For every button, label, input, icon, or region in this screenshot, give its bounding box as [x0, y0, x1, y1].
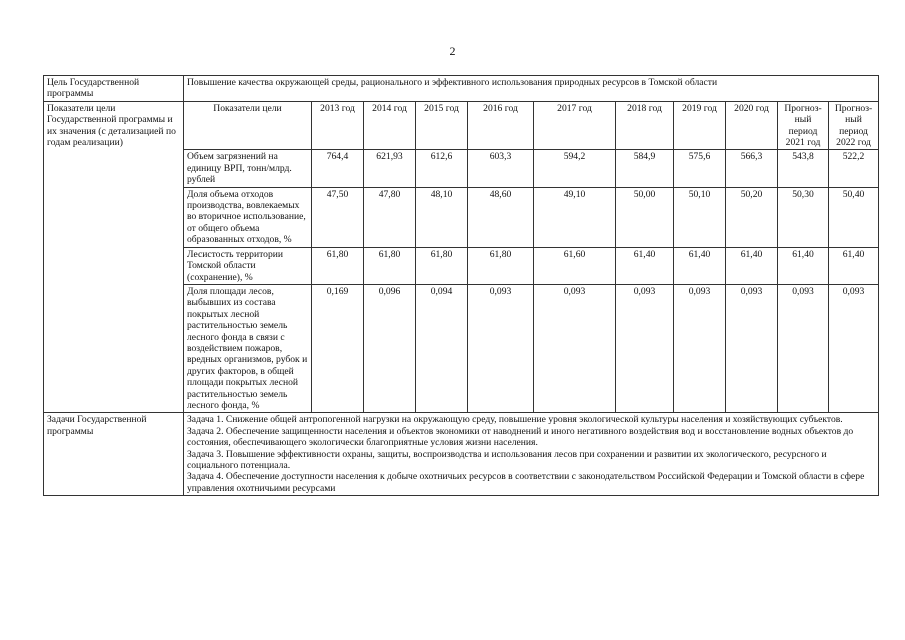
year-header-2016: 2016 год — [468, 101, 534, 150]
indicator-value: 47,50 — [312, 187, 364, 247]
indicator-value: 594,2 — [534, 150, 616, 187]
indicator-value: 764,4 — [312, 150, 364, 187]
year-header-forecast-2022: Прогноз-ный период 2022 год — [829, 101, 879, 150]
indicators-header-row — [44, 101, 879, 150]
indicator-value: 61,80 — [416, 247, 468, 284]
tasks-row — [44, 413, 879, 496]
indicator-value: 47,80 — [364, 187, 416, 247]
indicator-value: 0,093 — [534, 284, 616, 412]
indicator-value: 61,80 — [364, 247, 416, 284]
indicator-value: 61,40 — [778, 247, 829, 284]
indicator-value: 621,93 — [364, 150, 416, 187]
indicator-value: 575,6 — [674, 150, 726, 187]
indicators-label: Показатели цели Государственной программы и их значения (с детализацией по годам реализации) — [44, 101, 184, 413]
indicator-value: 0,093 — [468, 284, 534, 412]
indicator-value: 50,10 — [674, 187, 726, 247]
goal-label: Цель Государственной программы — [44, 76, 184, 102]
indicator-value: 566,3 — [726, 150, 778, 187]
indicator-value: 48,10 — [416, 187, 468, 247]
year-header-2019: 2019 год — [674, 101, 726, 150]
year-header-2017: 2017 год — [534, 101, 616, 150]
task-item: Задача 1. Снижение общей антропогенной нагрузки на окружающую среду, повышение уровня экологической культуры населения и хозяйствующих субъектов. — [187, 414, 843, 426]
year-header-2013: 2013 год — [312, 101, 364, 150]
tasks-list — [184, 413, 879, 496]
indicator-name: Объем загрязнений на единицу ВРП, тонн/млрд. рублей — [184, 150, 312, 187]
year-header-2018: 2018 год — [616, 101, 674, 150]
goal-text: Повышение качества окружающей среды, рационального и эффективного использования природных ресурсов в Томской области — [184, 76, 879, 102]
indicator-name: Лесистость территории Томской области (сохранение), % — [184, 247, 312, 284]
indicator-value: 61,40 — [674, 247, 726, 284]
goal-row — [44, 76, 879, 102]
indicator-value: 50,20 — [726, 187, 778, 247]
indicator-value: 61,40 — [616, 247, 674, 284]
indicator-value: 0,169 — [312, 284, 364, 412]
tasks-label: Задачи Государственной программы — [44, 413, 184, 496]
indicator-value: 61,80 — [468, 247, 534, 284]
year-header-2014: 2014 год — [364, 101, 416, 150]
year-header-forecast-2021: Прогноз-ный период 2021 год — [778, 101, 829, 150]
indicator-value: 0,093 — [674, 284, 726, 412]
indicator-value: 0,096 — [364, 284, 416, 412]
page-number: 2 — [449, 44, 456, 58]
indicator-value: 0,094 — [416, 284, 468, 412]
indicator-value: 0,093 — [726, 284, 778, 412]
indicator-value: 603,3 — [468, 150, 534, 187]
indicator-value: 584,9 — [616, 150, 674, 187]
indicator-value: 61,40 — [726, 247, 778, 284]
task-item: Задача 2. Обеспечение защищенности населения и объектов экономики от наводнений и иного негативного воздействия вод и восстановление водных объектов до состояния, обеспечивающего экологически благоприятные условия жизни населения. — [187, 425, 854, 449]
indicator-value: 522,2 — [829, 150, 879, 187]
indicator-value: 50,00 — [616, 187, 674, 247]
program-passport-table — [43, 75, 879, 496]
indicator-value: 50,40 — [829, 187, 879, 247]
indicator-value: 0,093 — [616, 284, 674, 412]
indicator-value: 50,30 — [778, 187, 829, 247]
indicators-header-name: Показатели цели — [184, 101, 312, 150]
indicator-value: 0,093 — [829, 284, 879, 412]
indicator-value: 0,093 — [778, 284, 829, 412]
year-header-2020: 2020 год — [726, 101, 778, 150]
indicator-value: 49,10 — [534, 187, 616, 247]
indicator-value: 612,6 — [416, 150, 468, 187]
indicator-value: 61,40 — [829, 247, 879, 284]
indicator-value: 543,8 — [778, 150, 829, 187]
indicator-value: 61,80 — [312, 247, 364, 284]
indicator-name: Доля объема отходов производства, вовлекаемых во вторичное использование, от общего объема образованных отходов, % — [184, 187, 312, 247]
year-header-2015: 2015 год — [416, 101, 468, 150]
indicator-value: 61,60 — [534, 247, 616, 284]
indicator-name: Доля площади лесов, выбывших из состава покрытых лесной растительностью земель лесного фонда в связи с воздействием пожаров, вредных организмов, рубок и других факторов, в общей площади покрытых лесной растительностью земель лесного фонда, % — [184, 284, 312, 412]
indicator-value: 48,60 — [468, 187, 534, 247]
task-item: Задача 3. Повышение эффективности охраны, защиты, воспроизводства и использования лесов при сохранении и развитии их экологического, ресурсного и социального потенциала. — [187, 448, 827, 471]
task-item: Задача 4. Обеспечение доступности населения к добыче охотничьих ресурсов в соответствии с законодательством Российской Федерации и Томской области в сфере управления охотничьими ресурсами — [187, 471, 865, 494]
